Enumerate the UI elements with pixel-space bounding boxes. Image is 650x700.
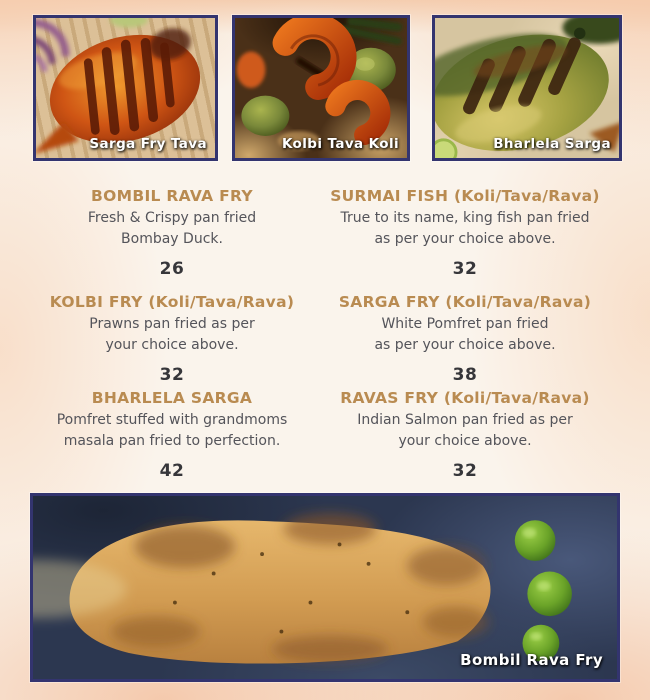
item-description: White Pomfret pan fried as per your choice above. xyxy=(374,316,556,353)
photo-sarga-fry-tava xyxy=(33,15,218,161)
item-price: 26 xyxy=(159,259,185,279)
menu-item-sarga-fry xyxy=(320,293,610,389)
menu-item-ravas-fry xyxy=(320,389,610,481)
menu-item-surmai-fish xyxy=(320,187,610,293)
item-price: 42 xyxy=(159,461,185,481)
item-price: 32 xyxy=(452,259,478,279)
item-description: Indian Salmon pan fried as per your choice above. xyxy=(357,412,573,449)
item-name: RAVAS FRY (Koli/Tava/Rava) xyxy=(340,389,590,407)
photo-caption: Sarga Fry Tava xyxy=(89,136,207,152)
item-price: 38 xyxy=(452,365,478,385)
item-name: SURMAI FISH (Koli/Tava/Rava) xyxy=(330,187,600,205)
item-description: Prawns pan fried as per your choice above. xyxy=(89,316,255,353)
item-price: 32 xyxy=(159,365,185,385)
photo-kolbi-tava-koli xyxy=(232,15,410,161)
photo-gallery xyxy=(33,15,622,161)
menu-item-bharlela-sarga xyxy=(24,389,320,481)
item-price: 32 xyxy=(452,461,478,481)
item-description: Fresh & Crispy pan fried Bombay Duck. xyxy=(87,210,257,247)
photo-caption: Bharlela Sarga xyxy=(493,136,611,152)
menu-item-kolbi-fry xyxy=(24,293,320,389)
photo-caption: Bombil Rava Fry xyxy=(460,651,603,669)
photo-bharlela-sarga xyxy=(432,15,622,161)
menu-items-grid xyxy=(24,187,610,481)
item-description: True to its name, king fish pan fried as per your choice above. xyxy=(340,210,590,247)
item-description: Pomfret stuffed with grandmoms masala pan fried to perfection. xyxy=(56,412,288,449)
photo-caption: Kolbi Tava Koli xyxy=(281,136,399,152)
photo-bombil-rava-fry xyxy=(30,493,620,682)
menu-item-bombil-rava-fry xyxy=(24,187,320,293)
item-name: SARGA FRY (Koli/Tava/Rava) xyxy=(338,293,592,311)
item-name: KOLBI FRY (Koli/Tava/Rava) xyxy=(49,293,295,311)
item-name: BOMBIL RAVA FRY xyxy=(91,187,253,205)
item-name: BHARLELA SARGA xyxy=(91,389,253,407)
